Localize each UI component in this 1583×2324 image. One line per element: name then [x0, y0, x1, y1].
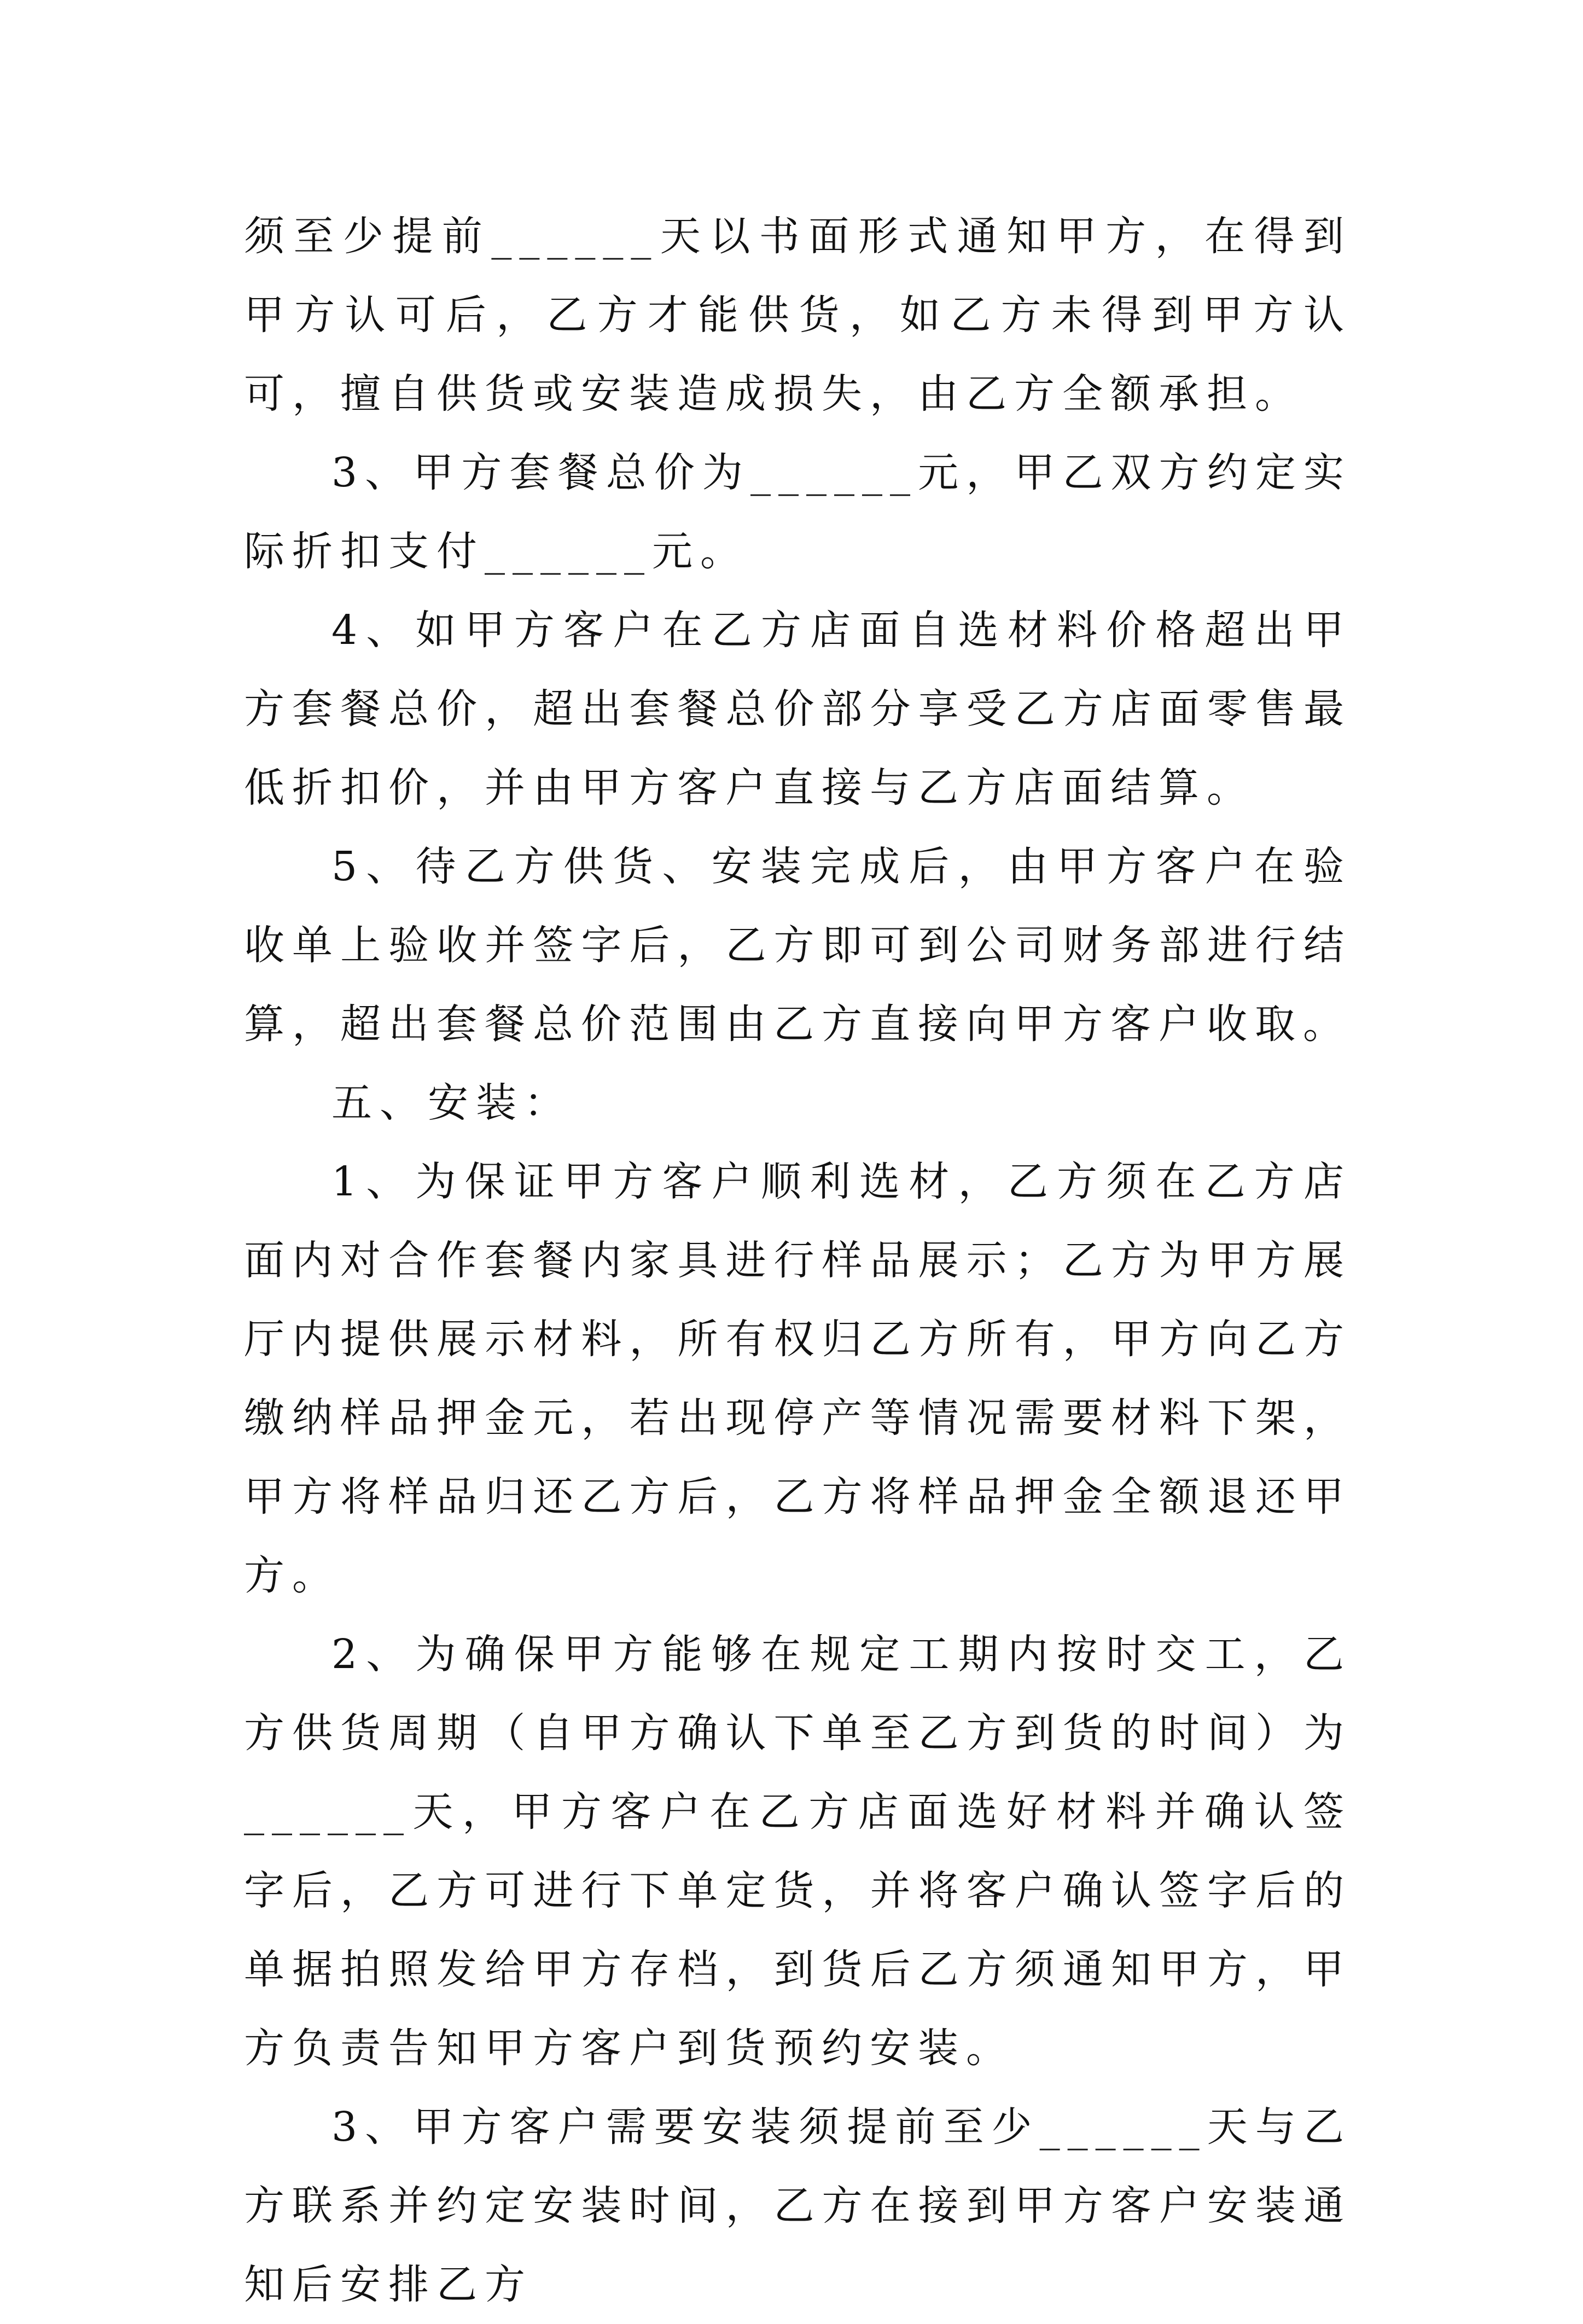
paragraph-install-clause-1: 1、为保证甲方客户顺利选材，乙方须在乙方店面内对合作套餐内家具进行样品展示；乙方为甲方展厅内提供展示材料，所有权归乙方所有，甲方向乙方缴纳样品押金元，若出现停产等情况需要材料下架，甲方将样品归还乙方后，乙方将样品押金全额退还甲方。 — [244, 1158, 1352, 1599]
paragraph-install-clause-2: 2、为确保甲方能够在规定工期内按时交工，乙方供货周期（自甲方确认下单至乙方到货的时间）为______天，甲方客户在乙方店面选好材料并确认签字后，乙方可进行下单定货，并将客户确认签字后的单据拍照发给甲方存档，到货后乙方须通知甲方，甲方负责告知甲方客户到货预约安装。 — [244, 1631, 1352, 2072]
section-heading-installation: 五、安装： — [331, 1079, 572, 1126]
paragraph-clause-3-total-price: 3、甲方套餐总价为______元，甲乙双方约定实际折扣支付______元。 — [244, 449, 1352, 575]
paragraph-clause-4-excess-price: 4、如甲方客户在乙方店面自选材料价格超出甲方套餐总价，超出套餐总价部分享受乙方店面零售最低折扣价，并由甲方客户直接与乙方店面结算。 — [244, 607, 1352, 811]
paragraph-install-clause-3: 3、甲方客户需要安装须提前至少______天与乙方联系并约定安装时间，乙方在接到甲方客户安装通知后安排乙方 — [244, 2104, 1352, 2308]
paragraph-continuation: 须至少提前______天以书面形式通知甲方，在得到甲方认可后，乙方才能供货，如乙方未得到甲方认可，擅自供货或安装造成损失，由乙方全额承担。 — [244, 213, 1352, 417]
paragraph-clause-5-settlement: 5、待乙方供货、安装完成后，由甲方客户在验收单上验收并签字后，乙方即可到公司财务部进行结算，超出套餐总价范围由乙方直接向甲方客户收取。 — [244, 843, 1352, 1048]
document-body — [244, 197, 1352, 2324]
